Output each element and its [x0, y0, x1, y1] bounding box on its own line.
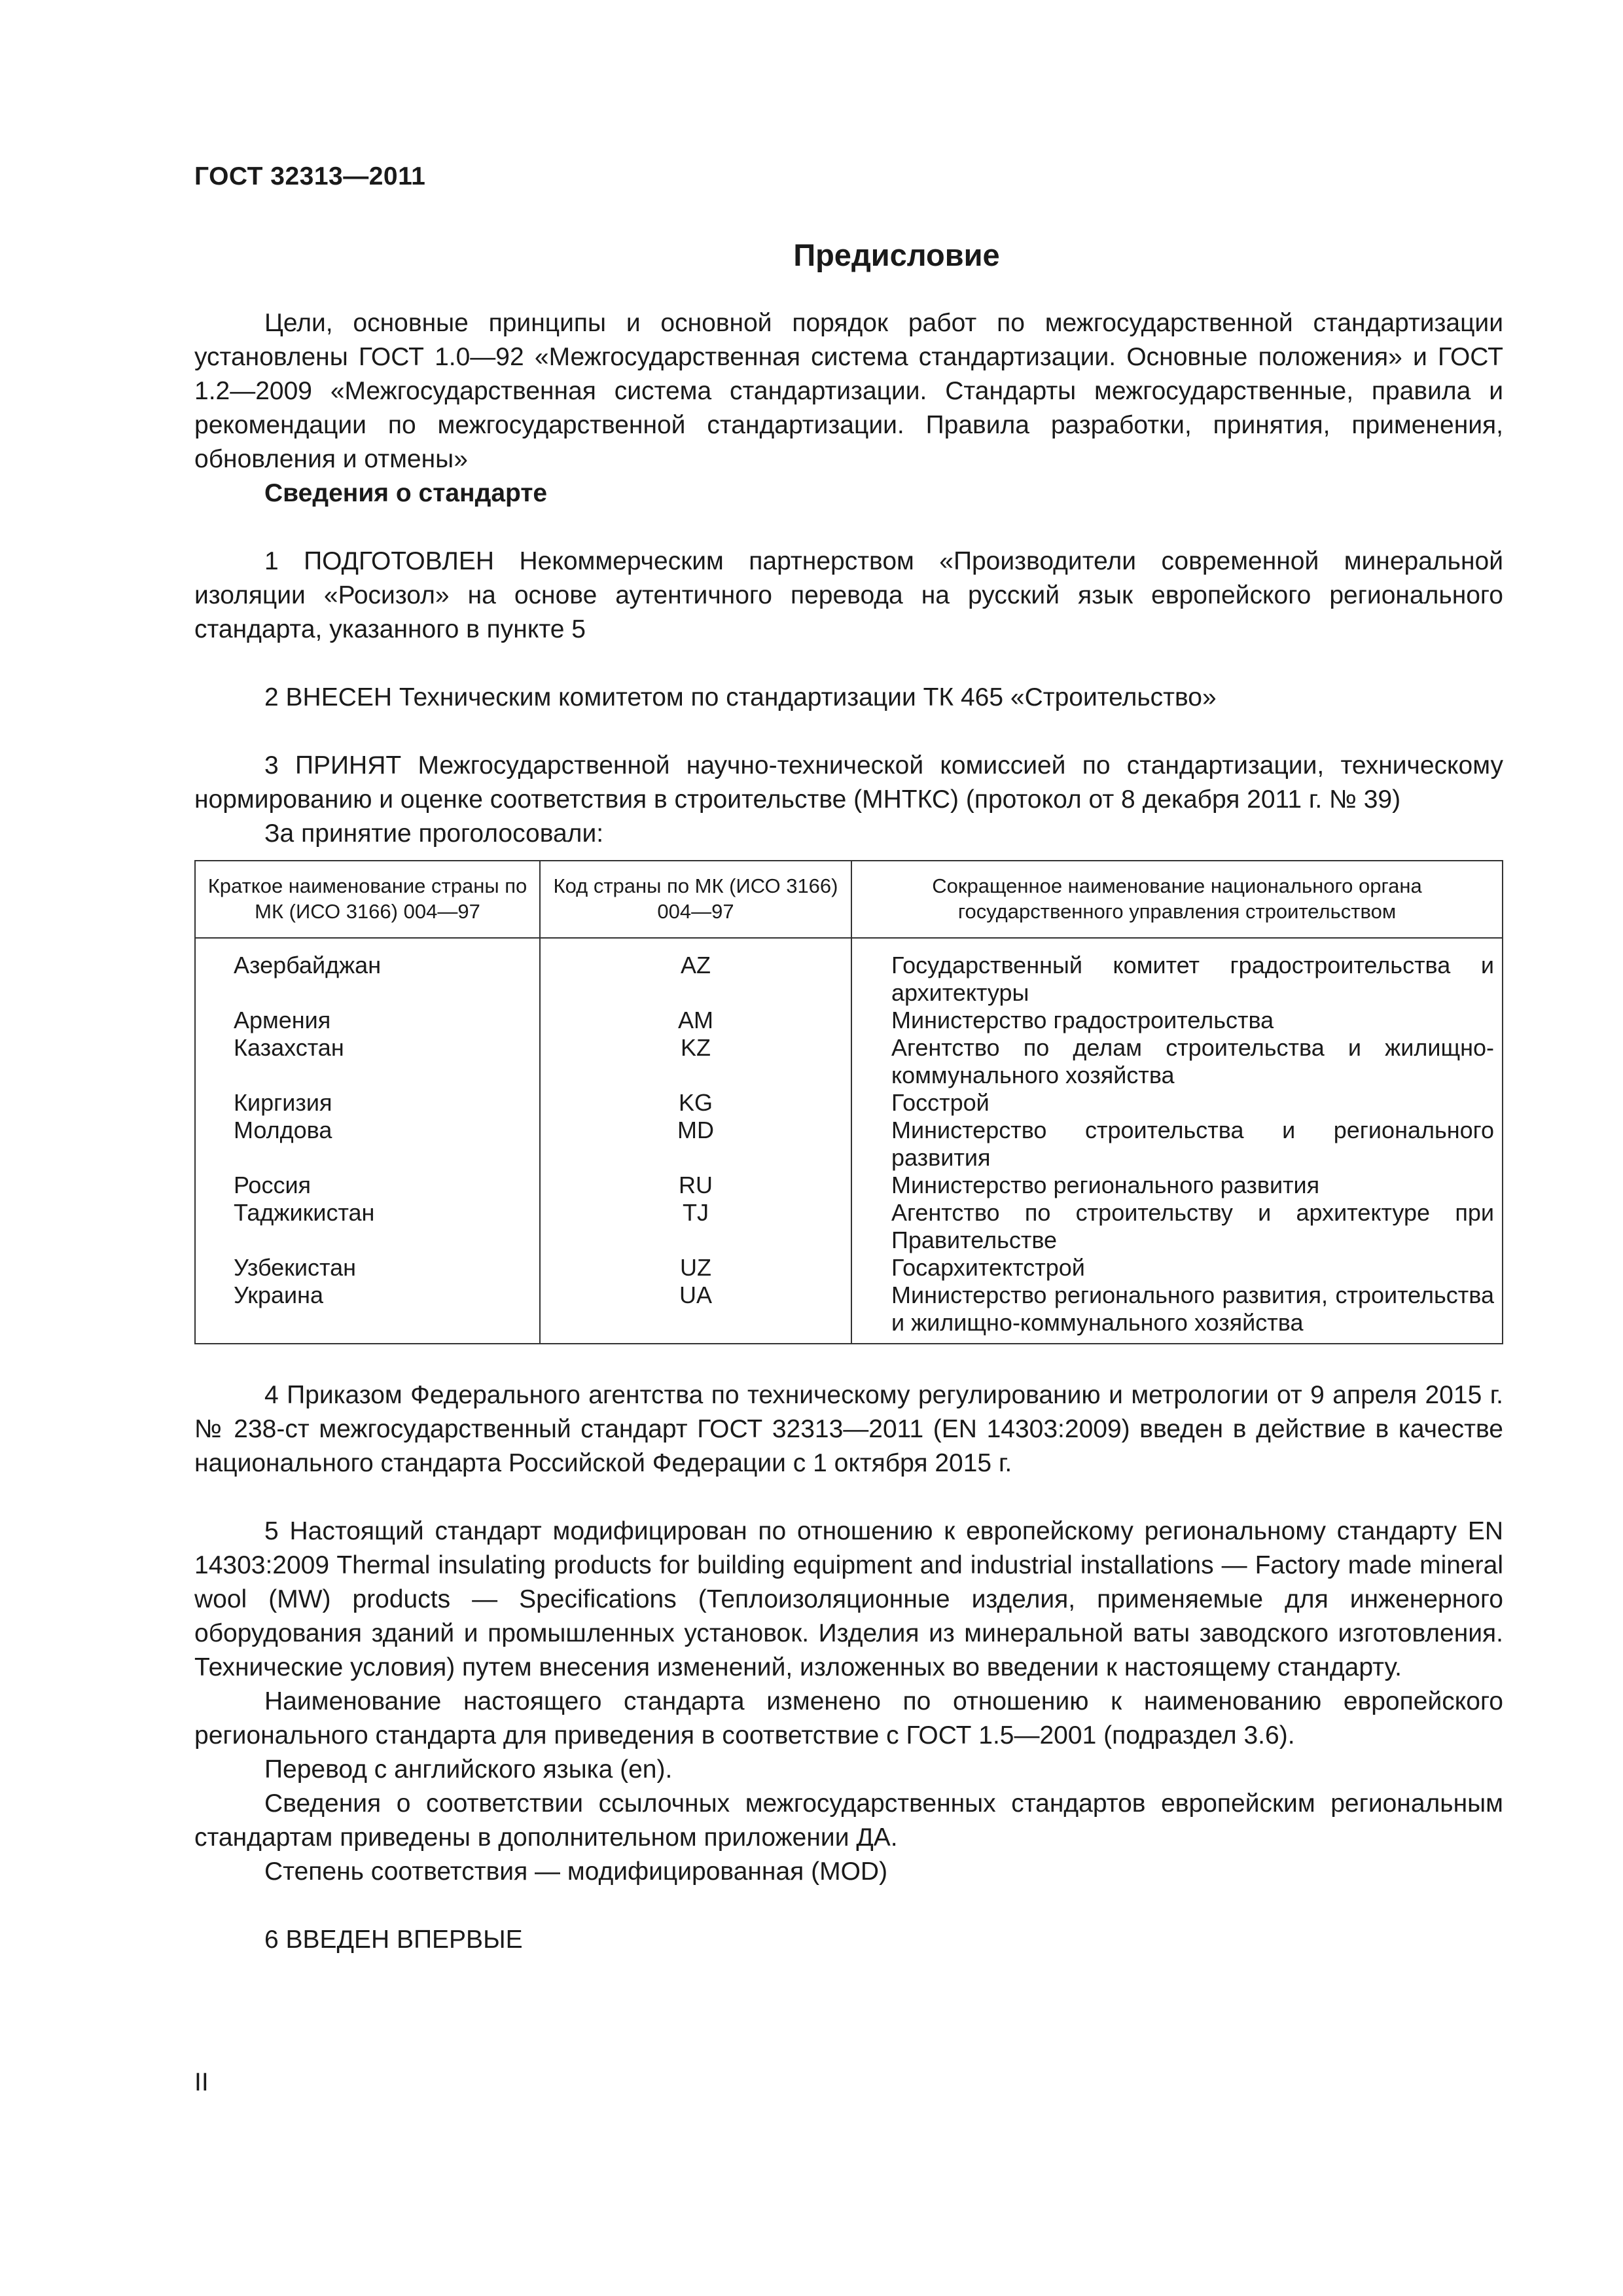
country-name: Россия: [195, 1172, 540, 1199]
item-2: 2 ВНЕСЕН Техническим комитетом по стандартизации ТК 465 «Строительство»: [264, 683, 1217, 711]
country-code: KG: [540, 1089, 851, 1117]
agency-name: Госархитектстрой: [851, 1254, 1503, 1282]
item-5-name-note: Наименование настоящего стандарта изменено по отношению к наименованию европейского регионального стандарта для приведения в соответствие с ГОСТ 1.5—2001 (подраздел 3.6).: [194, 1687, 1503, 1749]
country-name: Киргизия: [195, 1089, 540, 1117]
country-code: AZ: [540, 938, 851, 1007]
country-code: AM: [540, 1007, 851, 1034]
item-3: 3 ПРИНЯТ Межгосударственной научно-технической комиссией по стандартизации, техническому нормированию и оценке соответствия в строительстве (МНТКС) (протокол от 8 декабря 2011 г. № 39): [194, 751, 1503, 814]
agency-name: Агентство по делам строительства и жилищно-коммунального хозяйства: [851, 1034, 1503, 1089]
table-row: [195, 1254, 1503, 1282]
country-name: Украина: [195, 1282, 540, 1344]
table-header-row: [195, 861, 1503, 938]
agency-name: Министерство градостроительства: [851, 1007, 1503, 1034]
table-row: [195, 1034, 1503, 1089]
item-5-references-note: Сведения о соответствии ссылочных межгосударственных стандартов европейским региональным стандартам приведены в дополнительном приложении ДА.: [194, 1789, 1503, 1852]
table-row: [195, 1172, 1503, 1199]
country-code: UA: [540, 1282, 851, 1344]
agency-name: Министерство регионального развития: [851, 1172, 1503, 1199]
country-name: Казахстан: [195, 1034, 540, 1089]
item-4: 4 Приказом Федерального агентства по техническому регулированию и метрологии от 9 апреля 2015 г. № 238-ст межгосударственный стандарт ГОСТ 32313—2011 (EN 14303:2009) введен в действие в качестве национального стандарта Российской Федерации с 1 октября 2015 г.: [194, 1381, 1503, 1477]
item-5: 5 Настоящий стандарт модифицирован по отношению к европейскому региональному стандарту EN 14303:2009 Thermal insulating products for building equipment and industrial installations — Factory made mineral wool (MW) products — Specifications (Теплоизоляционные изделия, применяемые для инженерного оборудования зданий и промышленных установок. Изделия из минеральной ваты заводского изготовления. Технические условия) путем внесения изменений, изложенных во введении к настоящему стандарту.: [194, 1517, 1503, 1681]
table-row: [195, 1117, 1503, 1172]
item-1: 1 ПОДГОТОВЛЕН Некоммерческим партнерством «Производители современной минеральной изоляции «Росизол» на основе аутентичного перевода на русский язык европейского регионального стандарта, указанного в пункте 5: [194, 547, 1503, 643]
country-name: Армения: [195, 1007, 540, 1034]
item-5-degree-note: Степень соответствия — модифицированная (MOD): [264, 1857, 888, 1886]
country-name: Таджикистан: [195, 1199, 540, 1254]
table-row: [195, 1199, 1503, 1254]
agency-name: Госстрой: [851, 1089, 1503, 1117]
agency-name: Агентство по строительству и архитектуре при Правительстве: [851, 1199, 1503, 1254]
country-code: TJ: [540, 1199, 851, 1254]
country-name: Азербайджан: [195, 938, 540, 1007]
page-title: Предисловие: [793, 238, 1000, 272]
header-code: Код страны по МК (ИСО 3166) 004—97: [540, 861, 851, 938]
table-row: [195, 1089, 1503, 1117]
country-name: Молдова: [195, 1117, 540, 1172]
agency-name: Государственный комитет градостроительства и архитектуры: [851, 938, 1503, 1007]
country-code: MD: [540, 1117, 851, 1172]
header-country: Краткое наименование страны по МК (ИСО 3166) 004—97: [195, 861, 540, 938]
standard-code-header: ГОСТ 32313—2011: [194, 162, 426, 190]
agency-name: Министерство регионального развития, строительства и жилищно-коммунального хозяйства: [851, 1282, 1503, 1344]
item-6: 6 ВВЕДЕН ВПЕРВЫЕ: [264, 1926, 523, 1954]
vote-label: За принятие проголосовали:: [264, 819, 604, 848]
info-heading: Сведения о стандарте: [264, 479, 548, 507]
agency-name: Министерство строительства и регионального развития: [851, 1117, 1503, 1172]
page-number: II: [194, 2068, 209, 2096]
countries-table: [194, 860, 1503, 1344]
intro-paragraph: Цели, основные принципы и основной порядок работ по межгосударственной стандартизации установлены ГОСТ 1.0—92 «Межгосударственная система стандартизации. Основные положения» и ГОСТ 1.2—2009 «Межгосударственная система стандартизации. Стандарты межгосударственные, правила и рекомендации по межгосударственной стандартизации. Правила разработки, принятия, применения, обновления и отмены»: [194, 309, 1503, 473]
table-row: [195, 938, 1503, 1007]
table-row: [195, 1007, 1503, 1034]
country-code: UZ: [540, 1254, 851, 1282]
table-row: [195, 1282, 1503, 1344]
header-agency: Сокращенное наименование национального органа государственного управления строительством: [851, 861, 1503, 938]
main-content: [194, 306, 1503, 1957]
item-5-translation-note: Перевод с английского языка (en).: [264, 1755, 673, 1784]
country-code: KZ: [540, 1034, 851, 1089]
country-code: RU: [540, 1172, 851, 1199]
country-name: Узбекистан: [195, 1254, 540, 1282]
